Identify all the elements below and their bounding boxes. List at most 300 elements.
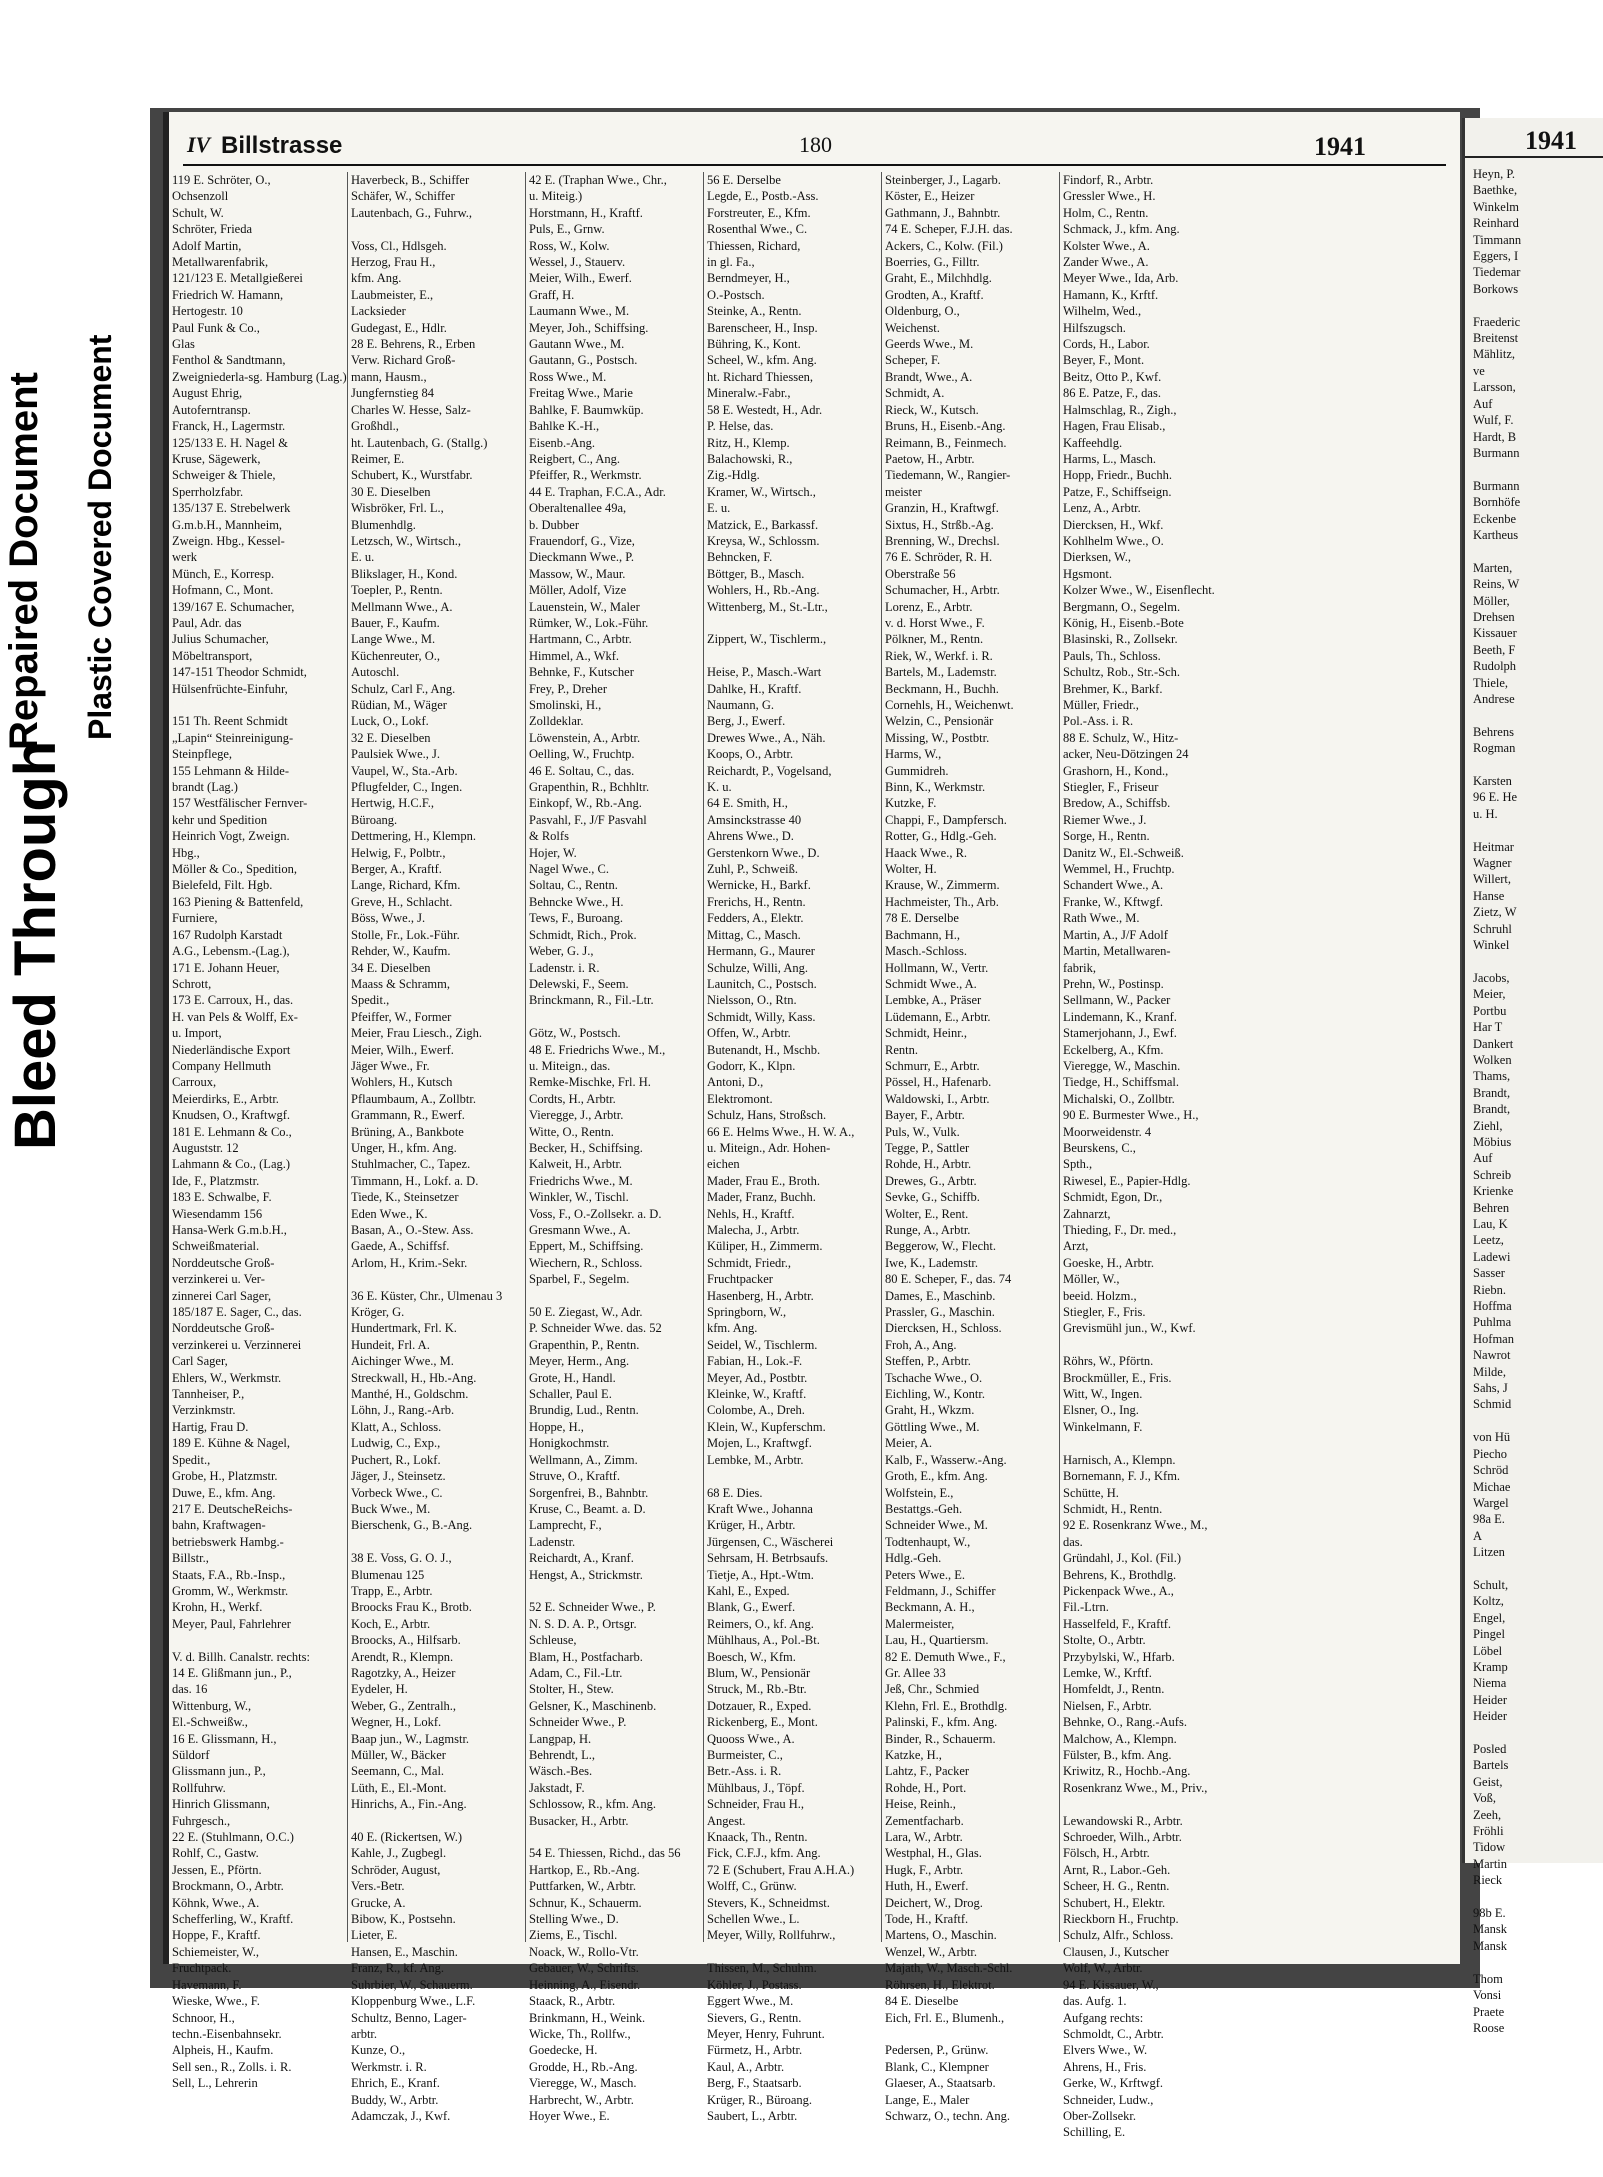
directory-entry: Schweißmaterial. xyxy=(172,1239,260,1254)
directory-entry: Löhn, J., Rang.-Arb. xyxy=(351,1403,455,1418)
directory-entry: Rohlf, C., Gastw. xyxy=(172,1846,259,1861)
directory-entry: Meyer, Willy, Rollfuhrw., xyxy=(707,1928,836,1943)
next-page-entry: Krienke xyxy=(1473,1184,1514,1199)
directory-entry: 90 E. Burmester Wwe., H., xyxy=(1063,1108,1199,1123)
directory-entry: 74 E. Scheper, F.J.H. das. xyxy=(885,222,1013,237)
directory-entry: Butenandt, H., Mschb. xyxy=(707,1042,821,1057)
directory-entry: Schulze, Willi, Ang. xyxy=(707,960,808,975)
directory-entry: Haverbeck, B., Schiffer xyxy=(351,173,470,187)
next-page-entry: Har T xyxy=(1473,1020,1503,1035)
directory-entry: Sievers, G., Rentn. xyxy=(707,2010,802,2025)
next-page-entry: Rudolph xyxy=(1473,659,1517,674)
directory-entry xyxy=(172,1632,344,1648)
directory-entry: Jungfernstieg 84 xyxy=(351,386,434,401)
directory-entry: 58 E. Westedt, H., Adr. xyxy=(707,402,823,417)
directory-entry: Lorenz, E., Arbtr. xyxy=(885,599,973,614)
directory-entry: Weichenst. xyxy=(885,320,940,335)
directory-entry: Kahle, J., Zugbegl. xyxy=(351,1846,447,1861)
directory-entry: Fabian, H., Lok.-F. xyxy=(707,1354,803,1369)
directory-entry: 189 E. Kühne & Nagel, xyxy=(172,1436,291,1451)
next-page-entry: Posled xyxy=(1473,1742,1507,1756)
directory-entry: Riek, W., Werkf. i. R. xyxy=(885,648,993,663)
directory-entry: 167 Rudolph Karstadt xyxy=(172,927,283,942)
directory-entry: Wenzel, W., Arbtr. xyxy=(885,1944,978,1959)
directory-entry: Sell, L., Lehrerin xyxy=(172,2076,258,2091)
directory-entry: Schulz, Alfr., Schloss. xyxy=(1063,1928,1174,1943)
directory-entry: Aichinger Wwe., M. xyxy=(351,1354,454,1369)
directory-entry: Schneider, Frau H., xyxy=(707,1797,805,1812)
directory-entry: Bartels, M., Lademstr. xyxy=(885,665,997,680)
directory-entry: 42 E. (Traphan Wwe., Chr., xyxy=(529,173,667,187)
directory-entry: Kröger, G. xyxy=(351,1305,405,1320)
directory-entry: Lamprecht, F., xyxy=(529,1518,602,1533)
directory-entry: Paul Funk & Co., xyxy=(172,320,260,335)
directory-entry: Noack, W., Rollo-Vtr. xyxy=(529,1944,639,1959)
directory-entry: Elsner, O., Ing. xyxy=(1063,1403,1139,1418)
directory-entry: König, H., Eisenb.-Bote xyxy=(1063,615,1184,630)
next-page-entry: Martin xyxy=(1473,1856,1508,1871)
directory-entry: Freitag Wwe., Marie xyxy=(529,386,633,401)
directory-entry: Norddeutsche Groß- xyxy=(172,1255,275,1270)
directory-entry: Sell sen., R., Zolls. i. R. xyxy=(172,2059,292,2074)
directory-entry: Ziems, E., Tischl. xyxy=(529,1928,618,1943)
next-page-entry: Heider xyxy=(1473,1692,1508,1707)
directory-entry: Beitz, Otto P., Kwf. xyxy=(1063,369,1162,384)
directory-entry: Reichardt, P., Vogelsand, xyxy=(707,763,832,778)
directory-entry: Findorf, R., Arbtr. xyxy=(1063,173,1154,187)
directory-entry: Godorr, K., Klpn. xyxy=(707,1058,796,1073)
directory-entry: 82 E. Demuth Wwe., F., xyxy=(885,1649,1006,1664)
directory-entry: Meyer Wwe., Ida, Arb. xyxy=(1063,271,1179,286)
directory-entry: Behncken, F. xyxy=(707,550,773,565)
next-page-entry: Heyn, P. xyxy=(1473,167,1516,181)
directory-entry: 16 E. Glissmann, H., xyxy=(172,1731,277,1746)
next-page-entry: Fröhli xyxy=(1473,1824,1504,1839)
directory-entry: Mineralw.-Fabr., xyxy=(707,386,791,401)
directory-entry: Lacksieder xyxy=(351,304,406,319)
directory-entry: Furniere, xyxy=(172,911,218,926)
next-page-entry: Piecho xyxy=(1473,1446,1508,1461)
directory-entry: Tannheiser, P., xyxy=(172,1387,245,1402)
directory-entry: Paulsiek Wwe., J. xyxy=(351,747,440,762)
directory-entry: Bruns, H., Eisenb.-Ang. xyxy=(885,419,1006,434)
directory-entry: Verw. Richard Groß- xyxy=(351,353,456,368)
directory-entry: b. Dubber xyxy=(529,517,579,532)
directory-entry: Adolf Martin, xyxy=(172,238,242,253)
directory-entry: Wemmel, H., Fruchtp. xyxy=(1063,862,1175,877)
directory-entry: Stelling Wwe., D. xyxy=(529,1912,619,1927)
next-page-entry: Kartheus xyxy=(1473,527,1519,542)
next-page-entry xyxy=(1473,707,1603,723)
directory-entry: Lindemann, K., Kranf. xyxy=(1063,1009,1177,1024)
directory-entry: Fuhrgesch., xyxy=(172,1813,231,1828)
directory-entry: Hansa-Werk G.m.b.H., xyxy=(172,1223,287,1237)
directory-entry: Schaller, Paul E. xyxy=(529,1387,612,1402)
directory-entry: Goeske, H., Arbtr. xyxy=(1063,1255,1154,1270)
directory-entry: Oldenburg, O., xyxy=(885,304,960,319)
directory-entry: betriebswerk Hambg.- xyxy=(172,1534,284,1549)
directory-entry: Kleinke, W., Kraftf. xyxy=(707,1387,807,1402)
next-page-entry: Vonsi xyxy=(1473,1988,1502,2003)
directory-entry: 135/137 E. Strebelwerk xyxy=(172,501,291,516)
directory-entry: Hinrichs, A., Fin.-Ang. xyxy=(351,1797,467,1812)
directory-entry xyxy=(529,1583,700,1599)
directory-entry: Missing, W., Postbtr. xyxy=(885,730,990,745)
directory-entry: Schubert, H., Elektr. xyxy=(1063,1895,1166,1910)
directory-entry: Haack Wwe., R. xyxy=(885,845,968,860)
next-page-entry xyxy=(1473,1725,1603,1741)
directory-entry: 64 E. Smith, H., xyxy=(707,796,788,811)
next-page-entry: Zietz, W xyxy=(1473,905,1517,920)
next-page-entry: Auf xyxy=(1473,1151,1493,1166)
next-page-entry: Drehsen xyxy=(1473,609,1515,624)
directory-entry: Hojer, W. xyxy=(529,845,577,860)
directory-entry: u. Import, xyxy=(172,1026,222,1041)
directory-entry: Peters Wwe., E. xyxy=(885,1567,965,1582)
directory-entry: Tode, H., Kraftf. xyxy=(885,1912,969,1927)
directory-entry: Ackers, C., Kolw. (Fil.) xyxy=(885,238,1003,253)
directory-entry: Lange Wwe., M. xyxy=(351,632,436,647)
directory-entry: Legde, E., Postb.-Ass. xyxy=(707,189,819,204)
plastic-covered-label: Plastic Covered Document xyxy=(82,334,118,740)
directory-entry: Gerke, W., Krftwgf. xyxy=(1063,2076,1163,2091)
directory-entry: Scheel, W., kfm. Ang. xyxy=(707,353,817,368)
directory-entry: Meyer, Henry, Fuhrunt. xyxy=(707,2026,825,2041)
next-page-entry: Roose xyxy=(1473,2020,1505,2035)
directory-entry: Friedrich W. Hamann, xyxy=(172,287,284,302)
next-page-entry: Timmann xyxy=(1473,232,1522,247)
directory-entry: Schult, W. xyxy=(172,205,224,220)
directory-entry: Stiegler, F., Fris. xyxy=(1063,1305,1146,1320)
directory-entry: Drewes, G., Arbtr. xyxy=(885,1173,977,1188)
directory-entry: Koops, O., Arbtr. xyxy=(707,747,794,762)
directory-entry: Busacker, H., Arbtr. xyxy=(529,1813,629,1828)
next-page-entry xyxy=(1473,461,1603,477)
directory-entry: Sperrholzfabr. xyxy=(172,484,244,499)
directory-entry: Remke-Mischke, Frl. H. xyxy=(529,1075,651,1090)
next-page-entry: Tiedemar xyxy=(1473,265,1521,280)
directory-entry: 76 E. Schröder, R. H. xyxy=(885,550,993,565)
directory-entry: Todtenhaupt, W., xyxy=(885,1534,971,1549)
directory-entry: Schmidt, Rich., Prok. xyxy=(529,927,637,942)
directory-entry: P. Helse, das. xyxy=(707,419,774,434)
directory-entry: Soltau, C., Rentn. xyxy=(529,878,618,893)
directory-entry: Eichling, W., Kontr. xyxy=(885,1387,985,1402)
directory-entry: Struck, M., Rb.-Btr. xyxy=(707,1682,807,1697)
directory-entry: Dieckmann Wwe., P. xyxy=(529,550,634,565)
directory-entry: Kunze, O., xyxy=(351,2043,406,2058)
directory-entry: Fil.-Ltrn. xyxy=(1063,1600,1109,1615)
directory-entry: Bergmann, O., Segelm. xyxy=(1063,599,1181,614)
directory-entry: Staats, F.A., Rb.-Insp., xyxy=(172,1567,286,1582)
directory-entry: Friedrichs Wwe., M. xyxy=(529,1173,633,1188)
directory-entry: 86 E. Patze, F., das. xyxy=(1063,386,1161,401)
directory-entry xyxy=(1063,1435,1234,1451)
directory-entry: 48 E. Friedrichs Wwe., M., xyxy=(529,1042,666,1057)
directory-entry: Majath, W., Masch.-Schl. xyxy=(885,1961,1013,1976)
directory-entry: Greve, H., Schlacht. xyxy=(351,894,453,909)
next-page-entry xyxy=(1473,1413,1603,1429)
next-page-entry: Niema xyxy=(1473,1676,1507,1691)
directory-entry: Wiechern, R., Schloss. xyxy=(529,1255,643,1270)
directory-entry: Grashorn, H., Kond., xyxy=(1063,763,1169,778)
directory-entry: Großhdl., xyxy=(351,419,399,434)
directory-entry: Becker, H., Schiffsing. xyxy=(529,1140,643,1155)
next-page-entry xyxy=(1473,297,1603,313)
directory-entry: Rieck, W., Kutsch. xyxy=(885,402,979,417)
directory-entry: Zander Wwe., A. xyxy=(1063,255,1149,270)
directory-column xyxy=(881,172,1056,2123)
directory-entry: Graht, E., Milchhdlg. xyxy=(885,271,992,286)
directory-entry xyxy=(707,1944,878,1960)
directory-entry: Hundertmark, Frl. K. xyxy=(351,1321,457,1336)
directory-entry: Unger, H., kfm. Ang. xyxy=(351,1140,457,1155)
directory-entry: Danitz W., El.-Schweiß. xyxy=(1063,845,1184,860)
directory-entry: Weber, G., Zentralh., xyxy=(351,1698,457,1713)
directory-entry: Vaupel, W., Sta.-Arb. xyxy=(351,763,458,778)
directory-entry: Hamann, K., Krftf. xyxy=(1063,287,1159,302)
directory-entry: Blank, C., Klempner xyxy=(885,2059,989,2074)
directory-entry: Mühlhaus, A., Pol.-Bt. xyxy=(707,1633,820,1648)
directory-entry: Bornemann, F. J., Kfm. xyxy=(1063,1469,1181,1484)
directory-entry: Kolzer Wwe., W., Eisenflecht. xyxy=(1063,583,1215,598)
directory-entry xyxy=(707,1468,878,1484)
next-page-entry: Jacobs, xyxy=(1473,970,1510,985)
directory-entry: Duwe, E., kfm. Ang. xyxy=(172,1485,276,1500)
directory-entry: Gaede, A., Schiffsf. xyxy=(351,1239,450,1254)
directory-entry xyxy=(351,1271,522,1287)
next-page-entry: Nawrot xyxy=(1473,1348,1511,1363)
directory-entry: Buddy, W., Arbtr. xyxy=(351,2092,439,2107)
directory-entry: Löwenstein, A., Arbtr. xyxy=(529,730,641,745)
directory-entry: 22 E. (Stuhlmann, O.C.) xyxy=(172,1830,294,1845)
directory-entry: Brinckmann, R., Fil.-Ltr. xyxy=(529,993,654,1008)
next-page-entry: Reins, W xyxy=(1473,577,1520,592)
next-page-entry: Marten, xyxy=(1473,560,1513,575)
directory-entry: Stiegler, F., Friseur xyxy=(1063,780,1159,795)
directory-entry: Schilling, E. xyxy=(1063,2125,1126,2140)
directory-entry: Meier, Wilh., Ewerf. xyxy=(351,1042,454,1057)
directory-entry: Nielsen, F., Arbtr. xyxy=(1063,1698,1152,1713)
directory-column xyxy=(1059,172,1234,2140)
next-page-entry xyxy=(1473,1561,1603,1577)
directory-entry: Zolldeklar. xyxy=(529,714,584,729)
directory-entry: Angest. xyxy=(707,1813,746,1828)
directory-entry: Ahrens Wwe., D. xyxy=(707,829,794,844)
next-page-entry: Breitenst xyxy=(1473,331,1519,346)
directory-entry: 181 E. Lehmann & Co., xyxy=(172,1124,292,1139)
directory-entry: Kloppenburg Wwe., L.F. xyxy=(351,1994,476,2009)
directory-entry: Einkopf, W., Rb.-Ang. xyxy=(529,796,642,811)
directory-entry: Hofmann, C., Mont. xyxy=(172,583,274,598)
next-page-entry: Rogman xyxy=(1473,741,1516,756)
directory-entry: Blumenhdlg. xyxy=(351,517,416,532)
directory-entry: Blumenau 125 xyxy=(351,1567,425,1582)
directory-entry: Wolff, C., Grünw. xyxy=(707,1879,797,1894)
directory-entry: Büroang. xyxy=(351,812,398,827)
directory-entry: das. xyxy=(1063,1534,1083,1549)
directory-entry: Berg, F., Staatsarb. xyxy=(707,2076,802,2091)
directory-entry: Knudsen, O., Kraftwgf. xyxy=(172,1108,291,1123)
directory-entry: Betr.-Ass. i. R. xyxy=(707,1764,782,1779)
directory-entry: Kruse, Sägewerk, xyxy=(172,451,261,466)
directory-entry: Gressler Wwe., H. xyxy=(1063,189,1156,204)
directory-entry: Bahlke, F. Baumwküp. xyxy=(529,402,644,417)
directory-entry: Pol.-Ass. i. R. xyxy=(1063,714,1134,729)
directory-entry: Schmack, J., kfm. Ang. xyxy=(1063,222,1180,237)
directory-entry: Blum, W., Pensionär xyxy=(707,1665,811,1680)
next-page-entry xyxy=(1473,1889,1603,1905)
directory-entry: Beurskens, C., xyxy=(1063,1140,1136,1155)
directory-entry: Wolter, H. xyxy=(885,862,937,877)
directory-entry: Bühring, K., Kont. xyxy=(707,337,801,352)
next-page-entry: Ziehl, xyxy=(1473,1118,1503,1133)
directory-entry: Verzinkmstr. xyxy=(172,1403,236,1418)
directory-entry: Behrens, K., Brothdlg. xyxy=(1063,1567,1177,1582)
directory-entry: Halmschlag, R., Zigh., xyxy=(1063,402,1177,417)
directory-entry: 80 E. Scheper, F., das. 74 xyxy=(885,1272,1012,1287)
directory-entry: Balachowski, R., xyxy=(707,451,793,466)
directory-entry: Heinning, A., Eisendr. xyxy=(529,1977,641,1992)
directory-entry: Seemann, C., Mal. xyxy=(351,1764,445,1779)
directory-entry: Launitch, C., Postsch. xyxy=(707,976,817,991)
directory-entry: Wäsch.-Bes. xyxy=(529,1764,593,1779)
directory-entry: Münch, E., Korresp. xyxy=(172,566,275,581)
next-page-entry: Lau, K xyxy=(1473,1217,1508,1231)
next-page-entry: Thams, xyxy=(1473,1069,1511,1084)
next-page-entry: Schröd xyxy=(1473,1463,1509,1478)
directory-entry: Süldorf xyxy=(172,1748,210,1762)
directory-entry: Hundeit, Frl. A. xyxy=(351,1337,430,1352)
directory-entry: Schubert, K., Wurstfabr. xyxy=(351,468,473,483)
directory-entry: Schmidt, Willy, Kass. xyxy=(707,1009,816,1024)
directory-entry: Drewes Wwe., A., Näh. xyxy=(707,730,826,745)
directory-entry: Schellen Wwe., L. xyxy=(707,1912,800,1927)
directory-entry: Pölkner, M., Rentn. xyxy=(885,632,984,647)
directory-entry: Ross, W., Kolw. xyxy=(529,238,610,253)
directory-entry: Rotter, G., Hdlg.-Geh. xyxy=(885,829,997,844)
next-page-entry: Litzen xyxy=(1473,1545,1505,1560)
next-page-entry: ve xyxy=(1473,363,1485,378)
next-page-entry: Karsten xyxy=(1473,774,1512,789)
directory-entry: Weber, G. J., xyxy=(529,944,594,959)
directory-entry: Sorgenfrei, B., Bahnbtr. xyxy=(529,1485,649,1500)
directory-entry: Zweigniederla-sg. Hamburg (Lag.) xyxy=(172,369,347,384)
directory-entry: Hoyer Wwe., E. xyxy=(529,2108,610,2123)
next-page-entry: Hofman xyxy=(1473,1331,1514,1346)
directory-entry: Wohlers, H., Kutsch xyxy=(351,1075,453,1090)
directory-entry: Reimer, E. xyxy=(351,451,405,466)
page-number: 180 xyxy=(799,132,832,157)
directory-entry: Eppert, M., Schiffsing. xyxy=(529,1239,644,1254)
directory-entry: Vieregge, W., Maschin. xyxy=(1063,1058,1181,1073)
directory-entry: Sorge, H., Rentn. xyxy=(1063,829,1150,844)
directory-entry: Werkmstr. i. R. xyxy=(351,2059,427,2074)
directory-entry: Dahlke, H., Kraftf. xyxy=(707,681,802,696)
directory-entry: Naumann, G. xyxy=(707,698,774,712)
directory-entry: 155 Lehmann & Hilde- xyxy=(172,763,289,778)
directory-entry: Deichert, W., Drog. xyxy=(885,1895,983,1910)
directory-entry: Chappi, F., Dampfersch. xyxy=(885,812,1007,827)
directory-entry: Müller, Friedr., xyxy=(1063,698,1139,712)
directory-entry: Voss, Cl., Hdlsgeh. xyxy=(351,238,447,253)
next-page-entry: Mansk xyxy=(1473,1938,1508,1953)
directory-entry: Helwig, F., Polbtr., xyxy=(351,845,446,860)
directory-entry: Vieregge, J., Arbtr. xyxy=(529,1108,624,1123)
directory-entry: Wegner, H., Lokf. xyxy=(351,1715,442,1730)
directory-entry: zinnerei Carl Sager, xyxy=(172,1288,272,1303)
directory-entry: Spedit., xyxy=(351,993,390,1008)
directory-entry: Sparbel, F., Segelm. xyxy=(529,1272,630,1287)
directory-entry: Schneider, Ludw., xyxy=(1063,2092,1154,2107)
directory-entry: Lembke, M., Arbtr. xyxy=(707,1452,804,1467)
directory-entry: Basan, A., O.-Stew. Ass. xyxy=(351,1223,474,1237)
next-page-entry: Beeth, F xyxy=(1473,642,1516,657)
directory-entry: 171 E. Johann Heuer, xyxy=(172,960,280,975)
directory-entry: Rollfuhrw. xyxy=(172,1780,226,1795)
directory-entry: Schröder, August, xyxy=(351,1862,441,1877)
directory-entry: Nielsson, O., Rtn. xyxy=(707,993,797,1008)
directory-entry: Tiede, K., Steinsetzer xyxy=(351,1190,459,1205)
directory-entry: Pfeiffer, R., Werkmstr. xyxy=(529,468,642,483)
directory-entry: Schnur, K., Schauerm. xyxy=(529,1895,642,1910)
next-page-entry: Reinhard xyxy=(1473,216,1519,231)
directory-entry: Zuhl, P., Schweiß. xyxy=(707,862,798,877)
next-page-entry: Koltz, xyxy=(1473,1594,1504,1609)
directory-entry: Hopp, Friedr., Buchh. xyxy=(1063,468,1173,483)
directory-entry: Amsinckstrasse 40 xyxy=(707,812,802,827)
directory-entry: August Ehrig, xyxy=(172,386,243,401)
directory-entry: Beggerow, W., Flecht. xyxy=(885,1239,996,1254)
directory-entry: Berger, A., Kraftf. xyxy=(351,862,442,877)
directory-entry: das. 16 xyxy=(172,1682,208,1697)
directory-entry: Bayer, F., Arbtr. xyxy=(885,1108,965,1123)
directory-entry: Metallwarenfabrik, xyxy=(172,255,269,270)
directory-entry: u. Miteig.) xyxy=(529,189,583,204)
next-page-entry: Andrese xyxy=(1473,692,1515,706)
next-page-entry: Borkows xyxy=(1473,281,1519,296)
directory-entry: Lahtz, F., Packer xyxy=(885,1764,970,1779)
directory-entry: Kruse, C., Beamt. a. D. xyxy=(529,1501,646,1516)
directory-entry xyxy=(529,1009,700,1025)
directory-entry: Seidel, W., Tischlerm. xyxy=(707,1337,818,1352)
directory-entry: Wiesendamm 156 xyxy=(172,1206,263,1221)
directory-entry: Heise, Reinh., xyxy=(885,1797,956,1812)
directory-entry: Grodten, A., Kraftf. xyxy=(885,287,984,302)
directory-entry: Dettmering, H., Klempn. xyxy=(351,829,476,844)
directory-entry: Barenscheer, H., Insp. xyxy=(707,320,818,335)
directory-entry: Schmurr, E., Arbtr. xyxy=(885,1058,980,1073)
directory-entry: Pössel, H., Hafenarb. xyxy=(885,1075,992,1090)
directory-entry: Berndmeyer, H., xyxy=(707,271,790,286)
directory-entry: 92 E. Rosenkranz Wwe., M., xyxy=(1063,1518,1208,1533)
directory-entry: Cords, H., Labor. xyxy=(1063,337,1150,352)
directory-entry: Adam, C., Fil.-Ltr. xyxy=(529,1665,623,1680)
directory-entry: Thiessen, Richard, xyxy=(707,238,801,253)
directory-entry: Röhrsen, H., Elektrot. xyxy=(885,1977,995,1992)
directory-entry: Gebauer, W., Schrifts. xyxy=(529,1961,639,1976)
directory-entry: Havemann, F. xyxy=(172,1977,242,1992)
directory-entry: Elvers Wwe., W. xyxy=(1063,2043,1148,2058)
directory-page xyxy=(163,112,1460,2140)
directory-entry: Wernicke, H., Barkf. xyxy=(707,878,811,893)
directory-entry: Hachmeister, Th., Arb. xyxy=(885,894,999,909)
directory-entry: 46 E. Soltau, C., das. xyxy=(529,763,635,778)
directory-entry: Forstreuter, E., Kfm. xyxy=(707,205,811,220)
directory-entry: beeid. Holzm., xyxy=(1063,1288,1137,1303)
next-page-entry: Brandt, xyxy=(1473,1085,1511,1100)
next-page-entry xyxy=(1473,822,1603,838)
